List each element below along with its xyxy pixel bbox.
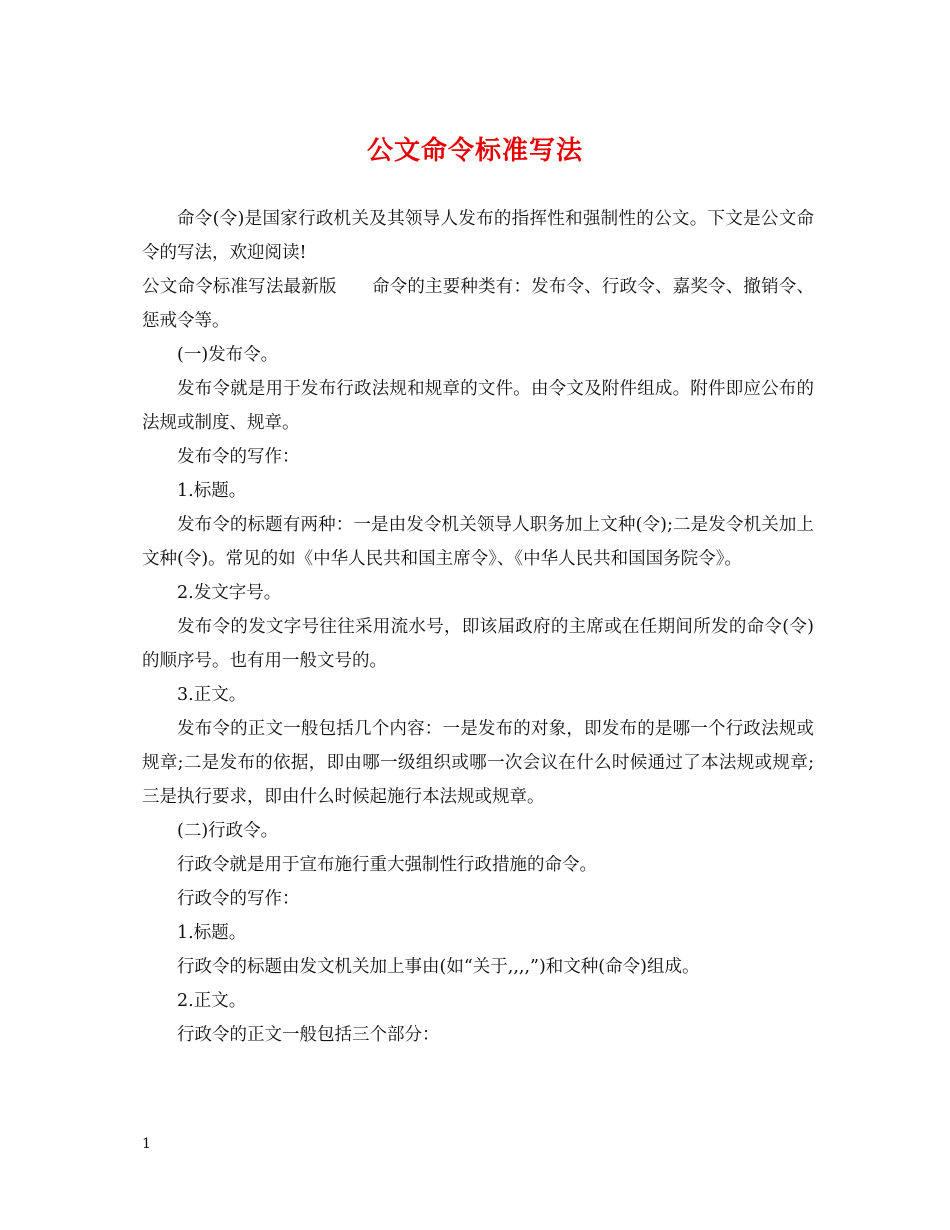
paragraph-release-body: 发布令的正文一般包括几个内容：一是发布的对象，即发布的是哪一个行政法规或规章;二是发布的依据，即由哪一级组织或哪一次会议在什么时候通过了本法规或规章;三是执行要求，即由什么时候起施行本法规或规章。 xyxy=(142,719,814,807)
document-body xyxy=(142,202,814,1052)
paragraph-release-number: 发布令的发文字号往往采用流水号，即该届政府的主席或在任期间所发的命令(令)的顺序号。也有用一般文号的。 xyxy=(142,617,814,671)
paragraph-administrative-title: 行政令的标题由发文机关加上事由(如“关于,,,,”)和文种(命令)组成。 xyxy=(177,957,700,977)
heading-release-order: (一)发布令。 xyxy=(177,345,279,365)
paragraph-types: 公文命令标准写法最新版 命令的主要种类有：发布令、行政令、嘉奖令、撤销令、惩戒令等。 xyxy=(142,277,814,331)
paragraph-release-order-definition: 发布令就是用于发布行政法规和规章的文件。由令文及附件组成。附件即应公布的法规或制度、规章。 xyxy=(142,379,814,433)
paragraph-intro: 命令(令)是国家行政机关及其领导人发布的指挥性和强制性的公文。下文是公文命令的写法，欢迎阅读! xyxy=(142,209,814,263)
heading-administrative-title: 1.标题。 xyxy=(177,923,247,943)
document-title: 公文命令标准写法 xyxy=(366,136,583,166)
heading-administrative-order: (二)行政令。 xyxy=(177,821,279,841)
paragraph-release-title: 发布令的标题有两种：一是由发令机关领导人职务加上文种(令);二是发令机关加上文种(令)。常见的如《中华人民共和国主席令》、《中华人民共和国国务院令》。 xyxy=(142,515,814,569)
paragraph-administrative-body: 行政令的正文一般包括三个部分： xyxy=(177,1025,440,1045)
heading-release-order-writing: 发布令的写作： xyxy=(177,447,300,467)
heading-release-number: 2.发文字号。 xyxy=(177,583,282,603)
heading-administrative-body: 2.正文。 xyxy=(177,991,247,1011)
heading-administrative-order-writing: 行政令的写作： xyxy=(177,889,300,909)
page-number: 1 xyxy=(142,1136,151,1152)
heading-release-title: 1.标题。 xyxy=(177,481,247,501)
paragraph-administrative-order-definition: 行政令就是用于宣布施行重大强制性行政措施的命令。 xyxy=(177,855,597,875)
heading-release-body: 3.正文。 xyxy=(177,685,247,705)
